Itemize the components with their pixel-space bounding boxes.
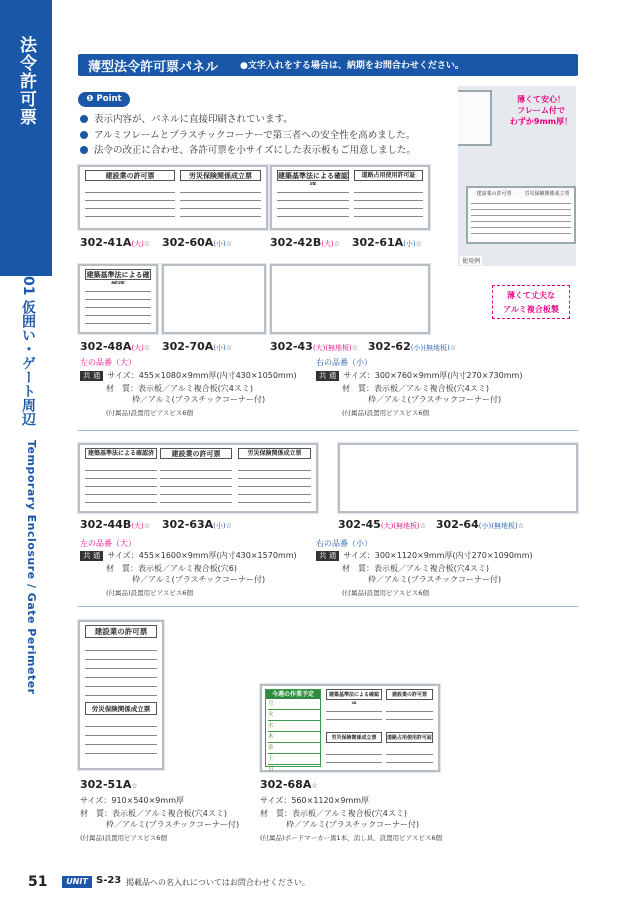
callout-bottom: 薄くて丈夫な アルミ複合板製 — [492, 285, 570, 319]
schedule-panel: 今週の作業予定 月 火 水 木 金 土 日 — [265, 689, 321, 767]
row2-right-mat1: 材 質：表示板／アルミ複合板(穴4スミ) — [342, 384, 490, 393]
sign-302-51A: 建設業の許可票 労災保険関係成立票 — [78, 620, 164, 770]
bullet-icon — [80, 131, 88, 139]
row3-left-label: 左の品番（大） — [80, 539, 136, 548]
sign-302-68A: 今週の作業予定 月 火 水 木 金 土 日 建築基準法による確認 建設業の許可票 労災保険関係成立票 道路占用使用許可証 — [260, 684, 440, 772]
row3-right-label: 右の品番（小） — [316, 539, 372, 548]
row2-left-codes: 302-48A(大)☆ 302-70A(小)☆ — [80, 340, 233, 353]
header-note: ●文字入れをする場合は、納期をお問合わせください。 — [240, 61, 464, 71]
row4-left-mat1: 材 質：表示板／アルミ複合板(穴4スミ) — [80, 809, 228, 818]
photo-caption: 使用例 — [462, 258, 481, 265]
sidebar-section: 01 仮囲い・ゲート周辺 — [20, 276, 36, 427]
callout-top: 薄くて安心！ フレーム付で わずか9mm厚！ — [509, 95, 573, 126]
unit-logo: UNIT — [62, 876, 92, 888]
page-title: 薄型法令許可票パネル — [88, 60, 219, 75]
row3-spec-left: 共 通 サイズ：455×1600×9mm厚(内寸430×1570mm) — [80, 550, 297, 562]
bullet-item: 法令の改正に合わせ、各許可票を小サイズにした表示板もご用意しました。 — [80, 143, 416, 159]
row4-right-note: (付属品)ボードマーカー黒1本、消し具、設置用ビアスビス6個 — [260, 834, 442, 842]
divider — [78, 606, 578, 607]
catalog-page-code: S-23 — [96, 875, 122, 886]
schedule-days: 月 火 水 木 金 土 日 — [266, 699, 320, 775]
point-badge: ❶ Point — [78, 92, 130, 107]
photo-sign-partial — [458, 90, 492, 146]
row3-left-codes: 302-44B(大)☆ 302-63A(小)☆ — [80, 518, 232, 531]
row2-left-label: 左の品番（大） — [80, 358, 136, 367]
sign-302-41A-60A: 建設業の許可票 労災保険関係成立票 — [78, 165, 268, 230]
row4-left-note: (付属品)設置用ビアスビス6個 — [80, 834, 167, 842]
row2-right-mat2: 枠／アルミ(プラスチックコーナー付) — [368, 395, 502, 404]
bullet-item: アルミフレームとプラスチックコーナーで第三者への安全性を高めました。 — [80, 128, 416, 144]
row4-left-size: サイズ：910×540×9mm厚 — [80, 796, 184, 805]
footer-note: 掲載品への名入れについてはお問合わせください。 — [126, 878, 310, 887]
row3-right-codes: 302-45(大)(無地板)☆ 302-64(小)(無地板)☆ — [338, 518, 524, 531]
bullet-icon — [80, 115, 88, 123]
row2-left-mat2: 枠／アルミ(プラスチックコーナー付) — [132, 395, 266, 404]
row3-left-mat1: 材 質：表示板／アルミ複合板(穴6) — [106, 564, 238, 573]
row3-right-note: (付属品)設置用ビアスビス6個 — [342, 589, 429, 597]
row1-left-codes: 302-41A(大)☆ 302-60A(小)☆ — [80, 236, 233, 249]
sign-302-44B-63A: 建築基準法による確認済 建設業の許可票 労災保険関係成立票 — [78, 443, 318, 513]
row2-left-mat1: 材 質：表示板／アルミ複合板(穴4スミ) — [106, 384, 254, 393]
sign-302-45-64 — [338, 443, 578, 513]
page-number: 51 — [28, 874, 48, 890]
row2-left-note: (付属品)設置用ビアスビス6個 — [106, 409, 193, 417]
row4-right-code: 302-68A☆ — [260, 778, 318, 791]
sign-302-43-62 — [270, 264, 430, 334]
sidebar-title: 法令許可票 — [16, 36, 36, 126]
row2-spec-common: 共 通 サイズ：455×1080×9mm厚(内寸430×1050mm) — [80, 370, 297, 382]
sign-302-42B-61A: 建築基準法による確認 道路占用使用許可証 — [270, 165, 430, 230]
row2-right-codes: 302-43(大)(無地板)☆ 302-62(小)(無地板)☆ — [270, 340, 456, 353]
bullet-icon — [80, 146, 88, 154]
row3-left-note: (付属品)設置用ビアスビス6個 — [106, 589, 193, 597]
divider — [78, 430, 578, 431]
row3-left-mat2: 枠／アルミ(プラスチックコーナー付) — [132, 575, 266, 584]
row3-right-mat2: 枠／アルミ(プラスチックコーナー付) — [368, 575, 502, 584]
sign-302-48A-70A: 建築基準法による確 — [78, 264, 158, 334]
row3-right-mat1: 材 質：表示板／アルミ複合板(穴4スミ) — [342, 564, 490, 573]
row4-left-code: 302-51A☆ — [80, 778, 138, 791]
row4-right-mat1: 材 質：表示板／アルミ複合板(穴4スミ) — [260, 809, 408, 818]
photo-sign: 建設業の許可票 労災保険関係成立票 — [466, 186, 576, 244]
row2-spec-right: 共 通 サイズ：300×760×9mm厚(内寸270×730mm) — [316, 370, 522, 382]
row1-right-codes: 302-42B(大)☆ 302-61A(小)☆ — [270, 236, 422, 249]
bullet-item: 表示内容が、パネルに直接印刷されています。 — [80, 112, 416, 128]
row4-right-size: サイズ：560×1120×9mm厚 — [260, 796, 370, 805]
row2-right-label: 右の品番（小） — [316, 358, 372, 367]
sign-blank-preview — [162, 264, 266, 334]
row3-spec-right: 共 通 サイズ：300×1120×9mm厚(内寸270×1090mm) — [316, 550, 533, 562]
row4-right-mat2: 枠／アルミ(プラスチックコーナー付) — [286, 820, 420, 829]
row4-left-mat2: 枠／アルミ(プラスチックコーナー付) — [106, 820, 240, 829]
row2-right-note: (付属品)設置用ビアスビス6個 — [342, 409, 429, 417]
sidebar-english: Temporary Enclosure / Gate Perimeter — [25, 440, 38, 695]
point-bullets — [80, 112, 416, 159]
